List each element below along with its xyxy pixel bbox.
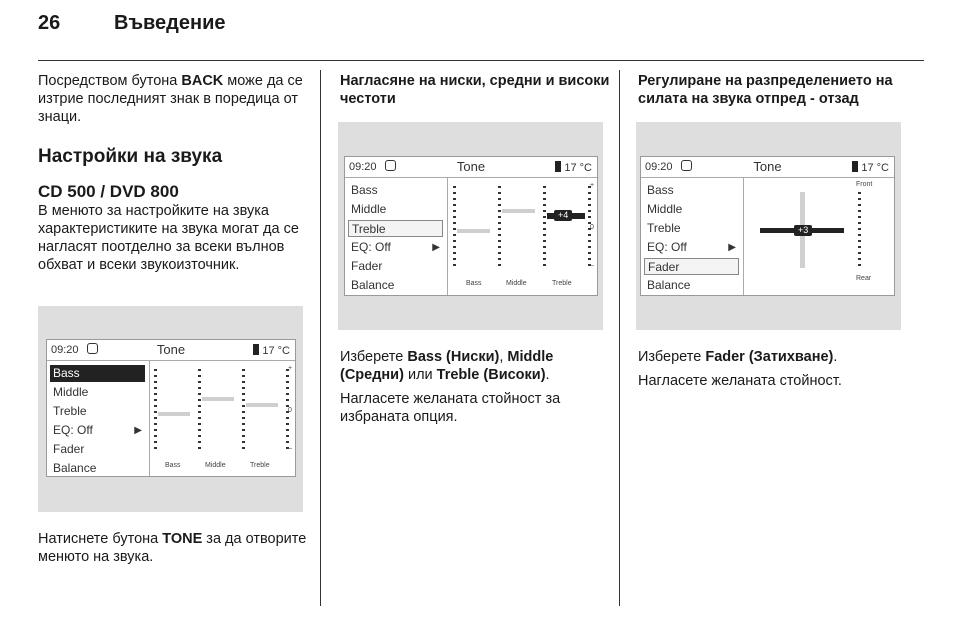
scale-dot <box>588 246 591 248</box>
menu-item-fader[interactable]: Fader <box>644 258 739 275</box>
fader-scale <box>858 192 861 268</box>
screenshot-frame-3 <box>636 122 901 330</box>
scale-dot <box>858 198 861 200</box>
menu-item-middle[interactable]: Middle <box>351 202 387 216</box>
scale-dot <box>498 258 501 260</box>
scale-dot <box>858 192 861 194</box>
scale-dot <box>286 387 289 389</box>
chapter-title: Въведение <box>114 12 226 34</box>
scale-dot <box>498 234 501 236</box>
eq-scale-middle <box>498 186 501 270</box>
fader-value-badge: +3 <box>794 225 812 236</box>
menu-item-eq[interactable]: EQ: Off ▶ <box>53 423 142 437</box>
fader-rear-label: Rear <box>856 275 872 282</box>
screen-title: Tone <box>156 342 186 357</box>
menu-item-eq[interactable]: EQ: Off ▶ <box>351 240 440 254</box>
scale-dot <box>543 186 546 188</box>
scale-dot <box>242 417 245 419</box>
scale-dot <box>543 234 546 236</box>
scale-dot <box>543 198 546 200</box>
scale-dot <box>543 192 546 194</box>
page-number: 26 <box>38 12 61 34</box>
scale-dot <box>198 399 201 401</box>
scale-dot <box>453 252 456 254</box>
header-rule <box>38 60 924 61</box>
scale-dot <box>498 186 501 188</box>
scale-dot <box>588 252 591 254</box>
scale-dot <box>154 417 157 419</box>
menu-item-fader[interactable]: Fader <box>351 259 383 273</box>
menu-item-balance[interactable]: Balance <box>351 278 395 292</box>
scale-dot <box>543 246 546 248</box>
scale-dot <box>242 381 245 383</box>
scale-dot <box>543 258 546 260</box>
tone-menu <box>345 178 448 295</box>
scale-dot <box>286 441 289 443</box>
scale-dot <box>198 381 201 383</box>
scale-min-label: – <box>288 445 292 452</box>
scale-dot <box>242 387 245 389</box>
screen-title: Tone <box>456 159 486 174</box>
scale-dot <box>858 252 861 254</box>
scale-dot <box>858 240 861 242</box>
back-button-paragraph: Посредством бутона BACK може да се изтрие последният знак в поредица от знаци. <box>38 73 303 125</box>
scale-dot <box>858 216 861 218</box>
scale-dot <box>286 429 289 431</box>
scale-dot <box>543 222 546 224</box>
scale-dot <box>198 423 201 425</box>
scale-dot <box>543 252 546 254</box>
scale-dot <box>198 405 201 407</box>
status-bar <box>345 157 597 178</box>
menu-item-middle[interactable]: Middle <box>53 385 89 399</box>
temperature: 17 °C <box>253 344 290 357</box>
scale-dot <box>453 192 456 194</box>
fader-adjust-paragraph: Нагласете желаната стойност. <box>638 373 842 389</box>
eq-heading: Нагласяне на ниски, средни и високи честоти <box>340 73 610 107</box>
scale-dot <box>198 387 201 389</box>
scale-dot <box>286 423 289 425</box>
column-divider-2 <box>619 70 620 606</box>
column-1 <box>38 72 310 274</box>
scale-dot <box>543 228 546 230</box>
scale-dot <box>453 210 456 212</box>
scale-dot <box>858 246 861 248</box>
scale-dot <box>286 399 289 401</box>
scale-dot <box>543 264 546 266</box>
column-3-text <box>638 348 908 390</box>
thermometer-icon <box>555 161 561 172</box>
scale-dot <box>198 393 201 395</box>
scale-dot <box>858 258 861 260</box>
scale-dot <box>198 441 201 443</box>
scale-dot <box>453 222 456 224</box>
menu-item-treble[interactable]: Treble <box>348 220 443 237</box>
scale-dot <box>498 222 501 224</box>
menu-item-balance[interactable]: Balance <box>53 461 97 475</box>
column-2 <box>340 72 610 108</box>
scale-dot <box>286 417 289 419</box>
scale-dot <box>198 429 201 431</box>
middle-level-bar <box>502 209 535 213</box>
column-divider-1 <box>320 70 321 606</box>
menu-item-middle[interactable]: Middle <box>647 202 683 216</box>
scale-dot <box>498 252 501 254</box>
scale-dot <box>154 405 157 407</box>
eq-adjust-paragraph: Нагласете желаната стойност за избраната опция. <box>340 391 561 425</box>
tone-screen-treble <box>344 156 598 296</box>
clock-time: 09:20 <box>51 344 79 356</box>
scale-dot <box>198 375 201 377</box>
scale-dot <box>498 246 501 248</box>
treble-level-bar <box>246 403 278 407</box>
scale-dot <box>588 234 591 236</box>
scale-dot <box>154 375 157 377</box>
fader-select-paragraph: Изберете Fader (Затихване). <box>638 349 838 365</box>
menu-item-eq[interactable]: EQ: Off ▶ <box>647 240 736 254</box>
scale-dot <box>453 246 456 248</box>
scale-dot <box>543 216 546 218</box>
screenshot-frame-1 <box>38 306 303 512</box>
menu-item-bass[interactable]: Bass <box>647 183 674 197</box>
menu-item-treble[interactable]: Treble <box>53 404 87 418</box>
scale-dot <box>588 198 591 200</box>
eq-scale-middle <box>198 369 201 453</box>
scale-dot <box>588 240 591 242</box>
status-bar <box>47 340 295 361</box>
eq-select-paragraph: Изберете Bass (Ниски), Middle (Средни) или Treble (Високи). <box>340 349 554 383</box>
column-2-text <box>340 348 610 426</box>
tone-screen-bass <box>46 339 296 477</box>
scale-dot <box>588 192 591 194</box>
scale-dot <box>858 210 861 212</box>
scale-dot <box>242 429 245 431</box>
clock-time: 09:20 <box>349 161 377 173</box>
scale-dot <box>453 204 456 206</box>
scale-dot <box>286 435 289 437</box>
band-label-middle: Middle <box>506 280 527 287</box>
scale-dot <box>588 258 591 260</box>
scale-dot <box>453 258 456 260</box>
temperature: 17 °C <box>555 161 592 174</box>
menu-item-balance[interactable]: Balance <box>647 278 691 292</box>
scale-dot <box>453 264 456 266</box>
page-header <box>38 12 226 35</box>
scale-dot <box>498 216 501 218</box>
band-label-treble: Treble <box>552 280 572 287</box>
tone-press-paragraph: Натиснете бутона TONE за да отворите менюто на звука. <box>38 531 307 565</box>
thermometer-icon <box>852 161 858 172</box>
scale-dot <box>498 240 501 242</box>
middle-level-bar <box>202 397 234 401</box>
scale-dot <box>498 210 501 212</box>
back-key-label: BACK <box>181 73 224 89</box>
band-label-treble: Treble <box>250 462 270 469</box>
scale-dot <box>154 393 157 395</box>
fader-front-label: Front <box>856 181 873 188</box>
scale-max-label: + <box>288 365 293 372</box>
scale-dot <box>154 381 157 383</box>
scale-dot <box>453 234 456 236</box>
scale-dot <box>154 441 157 443</box>
scale-dot <box>154 447 157 449</box>
bass-level-bar <box>158 412 190 416</box>
scale-dot <box>198 447 201 449</box>
menu-item-bass[interactable]: Bass <box>351 183 378 197</box>
scale-dot <box>286 375 289 377</box>
chevron-right-icon: ▶ <box>728 242 736 253</box>
eq-scale-bass <box>154 369 157 453</box>
menu-item-treble[interactable]: Treble <box>647 221 681 235</box>
sound-settings-body: В менюто за настройките на звука характеристиките на звука могат да се нагласят поотделно за всеки вълнов обхват и всеки звукоизточник. <box>38 203 299 273</box>
scale-dot <box>498 204 501 206</box>
temperature: 17 °C <box>852 161 889 174</box>
treble-value-badge: +4 <box>554 210 572 221</box>
clock-time: 09:20 <box>645 161 673 173</box>
scale-dot <box>242 423 245 425</box>
menu-item-fader[interactable]: Fader <box>53 442 85 456</box>
tone-menu <box>47 361 150 476</box>
band-label-bass: Bass <box>466 280 482 287</box>
scale-dot <box>543 204 546 206</box>
scale-dot <box>453 216 456 218</box>
scale-dot <box>242 375 245 377</box>
screenshot-frame-2 <box>338 122 603 330</box>
tone-screen-fader <box>640 156 895 296</box>
scale-dot <box>858 228 861 230</box>
eq-panel <box>448 178 597 295</box>
scale-dot <box>588 204 591 206</box>
band-label-bass: Bass <box>165 462 181 469</box>
scale-dot <box>242 405 245 407</box>
tone-key-label: TONE <box>162 531 203 547</box>
scale-dot <box>242 441 245 443</box>
menu-item-bass[interactable]: Bass <box>50 365 145 382</box>
cd-dvd-subheading: CD 500 / DVD 800 <box>38 182 179 201</box>
scale-dot <box>198 417 201 419</box>
scale-dot <box>588 216 591 218</box>
scale-dot <box>498 198 501 200</box>
eq-scale-treble <box>242 369 245 453</box>
band-label-middle: Middle <box>205 462 226 469</box>
scale-dot <box>498 264 501 266</box>
scale-dot <box>858 234 861 236</box>
scale-dot <box>498 228 501 230</box>
scale-max-label: + <box>590 182 595 189</box>
scale-dot <box>154 429 157 431</box>
scale-dot <box>858 204 861 206</box>
scale-dot <box>286 393 289 395</box>
column-3 <box>638 72 908 108</box>
scale-dot <box>286 381 289 383</box>
scale-dot <box>242 411 245 413</box>
thermometer-icon <box>253 344 259 355</box>
fader-panel <box>744 178 894 295</box>
scale-dot <box>453 228 456 230</box>
scale-dot <box>154 423 157 425</box>
chevron-right-icon: ▶ <box>134 425 142 436</box>
scale-dot <box>543 210 546 212</box>
status-bar <box>641 157 894 178</box>
scale-dot <box>453 186 456 188</box>
scale-dot <box>242 435 245 437</box>
scale-dot <box>154 387 157 389</box>
scale-min-label: – <box>590 262 594 269</box>
scale-dot <box>154 435 157 437</box>
scale-dot <box>588 210 591 212</box>
scale-zero-label: 0 <box>590 224 594 231</box>
scale-dot <box>453 198 456 200</box>
scale-dot <box>453 240 456 242</box>
scale-dot <box>198 369 201 371</box>
screen-title: Tone <box>753 159 782 174</box>
scale-dot <box>154 369 157 371</box>
scale-dot <box>498 192 501 194</box>
scale-dot <box>858 264 861 266</box>
scale-dot <box>154 411 157 413</box>
eq-scale-bass <box>453 186 456 270</box>
fader-heading: Регулиране на разпределението на силата на звука отпред - отзад <box>638 73 893 107</box>
bass-level-bar <box>457 229 490 233</box>
scale-dot <box>154 399 157 401</box>
scale-zero-label: 0 <box>288 407 292 414</box>
chevron-right-icon: ▶ <box>432 242 440 253</box>
scale-dot <box>242 369 245 371</box>
scale-dot <box>242 447 245 449</box>
eq-scale-treble <box>543 186 546 270</box>
scale-dot <box>543 240 546 242</box>
scale-dot <box>198 435 201 437</box>
scale-dot <box>242 399 245 401</box>
scale-dot <box>198 411 201 413</box>
scale-dot <box>858 222 861 224</box>
sound-settings-heading: Настройки на звука <box>38 146 223 167</box>
scale-dot <box>242 393 245 395</box>
tone-menu <box>641 178 744 295</box>
eq-panel <box>150 361 295 476</box>
